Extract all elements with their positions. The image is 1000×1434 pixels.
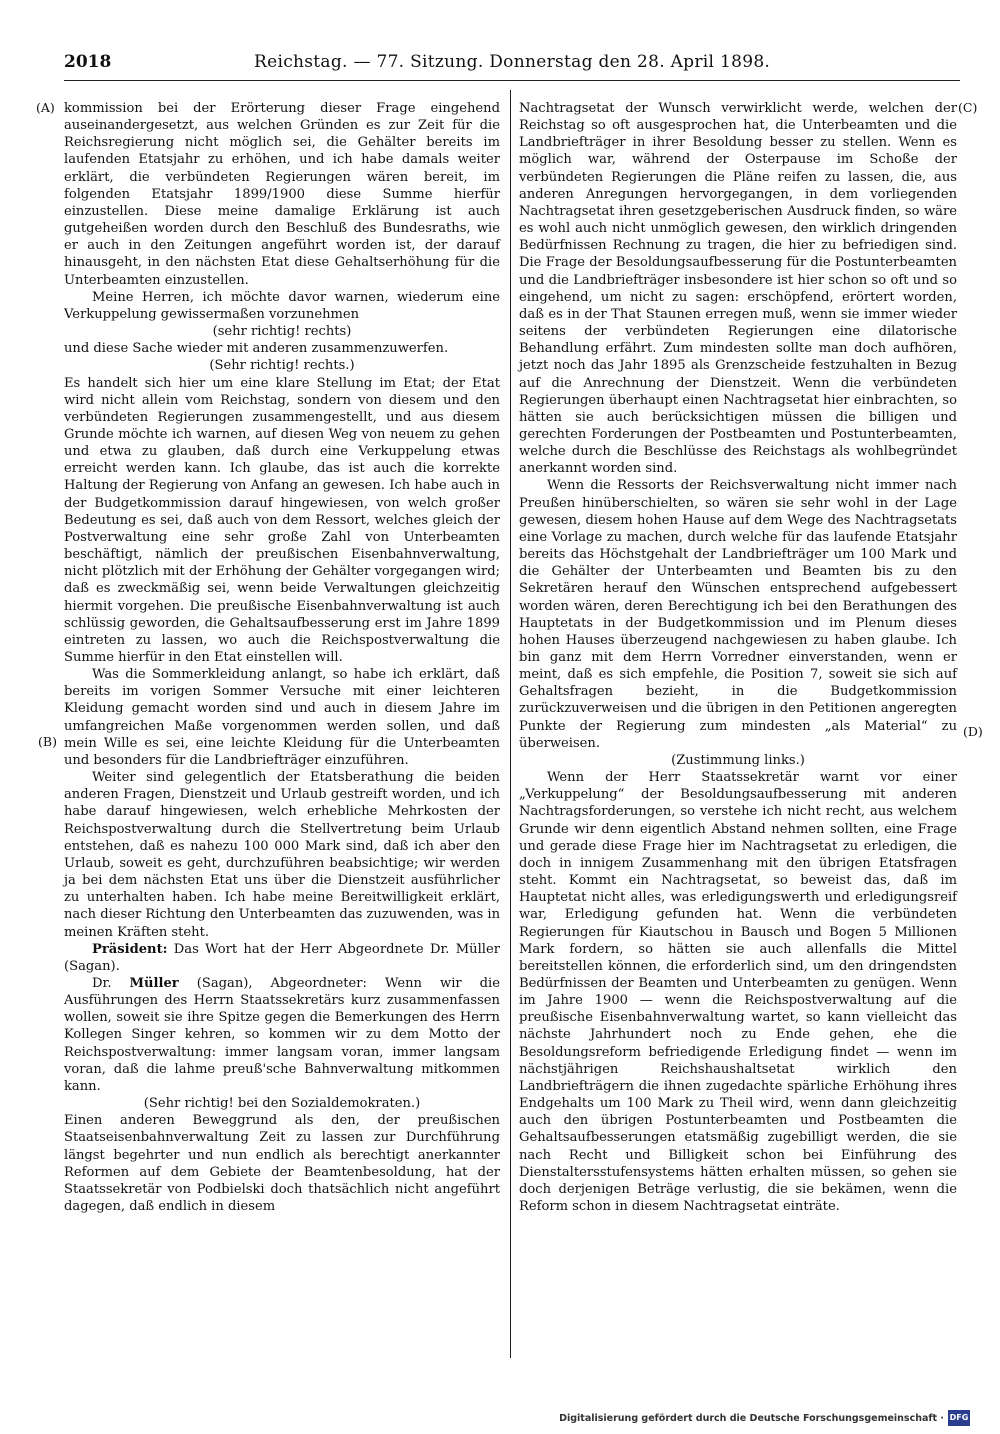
paragraph [64, 357, 500, 374]
paragraph-text: und diese Sache wieder mit anderen zusammenzuwerfen. [64, 341, 449, 357]
paragraph [64, 323, 500, 340]
paragraph-text: (sehr richtig! rechts) [212, 324, 352, 340]
paragraph [64, 289, 500, 323]
margin-marker-d: (D) [963, 724, 983, 739]
paragraph [519, 100, 957, 477]
paragraph-text: (Sagan), Abgeordneter: Wenn wir die Ausführungen des Herrn Staatssekretärs kurz zusammenfassen wollen, soweit sie ihre Spitze gegen die Bemerkungen des Herrn Kollegen Singer kehren, so kommen wir zu dem Motto der Reichspostverwaltung: immer langsam voran, immer langsam voran, daß die lahme preuß'sche Bahnverwaltung mitkommen kann. [64, 975, 500, 1094]
page-title: Reichstag. — 77. Sitzung. Donnerstag den 28. April 1898. [254, 52, 771, 72]
right-column [519, 100, 957, 1215]
paragraph [64, 100, 500, 289]
paragraph-text: (Sehr richtig! bei den Sozialdemokraten.) [143, 1096, 421, 1112]
dfg-logo: DFG [948, 1410, 970, 1426]
paragraph [64, 941, 500, 975]
paragraph [64, 375, 500, 667]
footer-credit: Digitalisierung gefördert durch die Deutsche Forschungsgemeinschaft · [559, 1413, 944, 1424]
header-rule [64, 80, 960, 81]
paragraph-text: Wenn die Ressorts der Reichsverwaltung nicht immer nach Preußen hinüberschielten, so wären sie sehr wohl in der Lage gewesen, diesem hohen Hause auf dem Wege des Nachtragsetats eine Vorlage zu machen, durch welche für das laufende Etatsjahr bereits das Höchstgehalt der Landbriefträger um 100 Mark und die Gehälter der Unterbeamten und Beamten bis zu den Sekretären herauf den Wünschen entsprechend aufgebessert worden wären, deren Berechtigung ich bei den Berathungen des Hauptetats in der Budgetkommission und im Plenum dieses hohen Hauses überzeugend nachgewiesen zu haben glaube. Ich bin ganz mit dem Herrn Vorredner einverstanden, wenn er meint, daß es sich empfehle, die Position 7, soweit sie sich auf Gehaltsfragen bezieht, in die Budgetkommission zurückzuverweisen und die übrigen in den Petitionen angeregten Punkte der Regierung zum mindesten „als Material“ zu überweisen. [519, 478, 957, 751]
paragraph-text: Das Wort hat der Herr Abgeordnete Dr. Müller (Sagan). [64, 941, 500, 974]
margin-marker-b: (B) [38, 734, 57, 749]
running-header [64, 52, 960, 78]
paragraph-text: Es handelt sich hier um eine klare Stellung im Etat; der Etat wird nicht allein vom Reichstag, sondern von diesem und den verbündeten Regierungen zusammengestellt, und aus diesem Grunde möchte ich warnen, auf diesen Weg von neuem zu gehen und etwa zu glauben, daß durch eine Verkuppelung etwas erreicht werden kann. Ich glaube, das ist auch die korrekte Haltung der Regierung von Anfang an gewesen. Ich habe auch in der Budgetkommission darauf hingewiesen, von welch großer Bedeutung es sei, daß auch von dem Ressort, welches gleich der Postverwaltung eine sehr große Zahl von Unterbeamten beschäftigt, nämlich der preußischen Eisenbahnverwaltung, nicht plötzlich mit der Erhöhung der Gehälter vorgegangen wird; daß es zweckmäßig sei, wenn beide Verwaltungen gleichzeitig hiermit vorgehen. Die preußische Eisenbahnverwaltung ist auch schlüssig geworden, die Gehaltsaufbesserung erst im Jahre 1899 eintreten zu lassen, wo auch die Reichspostverwaltung die Summe hierfür in den Etat einstellen will. [64, 375, 500, 665]
speaker-name: Präsident: [92, 941, 168, 957]
paragraph [519, 752, 957, 769]
footer [559, 1410, 970, 1428]
page-number: 2018 [64, 52, 112, 72]
paragraph [64, 1095, 500, 1112]
margin-marker-a: (A) [36, 100, 55, 115]
paragraph [519, 477, 957, 752]
column-divider [510, 90, 511, 1358]
paragraph-text: Was die Sommerkleidung anlangt, so habe ich erklärt, daß bereits im vorigen Sommer Versuche mit einer leichteren Kleidung gemacht worden sind und auch in diesem Jahre im umfangreichen Maße vorgenommen werden sollen, und daß mein Wille es sei, eine leichte Kleidung für die Unterbeamten und besonders für die Landbriefträger einzuführen. [64, 667, 500, 768]
paragraph-text: Einen anderen Beweggrund als den, der preußischen Staatseisenbahnverwaltung Zeit zu lassen zur Durchführung längst begehrter und nun endlich als berechtigt anerkannter Reformen auf dem Gebiete der Beamtenbesoldung, hat der Staatssekretär von Podbielski doch thatsächlich nicht angeführt dagegen, daß endlich in diesem [64, 1113, 500, 1214]
paragraph-text: Nachtragsetat der Wunsch verwirklicht werde, welchen der Reichstag so oft ausgesprochen hat, die Unterbeamten und die Landbriefträger in ihrer Besoldung besser zu stellen. Wenn es möglich war, während der Osterpause im Schoße der verbündeten Regierungen die Pläne reifen zu lassen, die, aus anderen Anregungen hervorgegangen, in dem vorliegenden Nachtragsetat ihren gesetzgeberischen Ausdruck finden, so wäre es wohl auch nicht unmöglich gewesen, den wirklich dringenden Bedürfnissen Rechnung zu tragen, die hier zu befriedigen sind. Die Frage der Besoldungsaufbesserung für die Postunterbeamten und die Landbriefträger insbesondere ist hier schon so oft und so eingehend, um nicht zu sagen: erschöpfend, erörtert worden, daß es in der That Staunen erregen muß, wenn sie immer wieder seitens der verbündeten Regierungen eine dilatorische Behandlung erfährt. Zum mindesten sollte man doch aufhören, jetzt noch das Jahr 1895 als Grenzscheide festzuhalten in Bezug auf die Anrechnung der Dienstzeit. Wenn die verbündeten Regierungen überhaupt einen Nachtragsetat hier einbrachten, so hätten sie auch berücksichtigen müssen die billigen und gerechten Forderungen der Postbeamten und Postunterbeamten, welche durch die Beschlüsse des Reichstags als wohlbegründet anerkannt worden sind. [519, 101, 957, 477]
margin-marker-c: (C) [958, 100, 978, 115]
left-column [64, 100, 500, 1215]
paragraph-text: Meine Herren, ich möchte davor warnen, wiederum eine Verkuppelung gewissermaßen vorzunehmen [64, 289, 500, 322]
paragraph [64, 769, 500, 941]
speaker-name: Müller [129, 975, 179, 991]
paragraph [64, 1112, 500, 1215]
paragraph-text: (Zustimmung links.) [671, 752, 805, 768]
paragraph [64, 666, 500, 769]
paragraph-text: Wenn der Herr Staatssekretär warnt vor einer „Verkuppelung“ der Besoldungsaufbesserung mit anderen Nachtragsforderungen, so verstehe ich nicht recht, aus welchem Grunde wir denn eigentlich Abstand nehmen sollten, eine Frage und gerade diese Frage hier im Nachtragsetat zu erledigen, die doch in innigem Zusammenhang mit den übrigen Etatsfragen steht. Kommt ein Nachtragsetat, so beweist das, daß im Hauptetat nicht alles, was erledigungswerth und erledigungsreif war, Erledigung gefunden hat. Wenn die verbündeten Regierungen für Kiautschou in Bausch und Bogen 5 Millionen Mark fordern, so hätten sie auch allenfalls die Mittel bereitstellen können, die erforderlich sind, um den dringendsten Bedürfnissen der Beamten und Unterbeamten zu genügen. Wenn im Jahre 1900 — wenn die Reichspostverwaltung auf die preußische Eisenbahnverwaltung wartet, so kann vielleicht das nächste Jahrhundert noch zu Ende gehen, ehe die Besoldungsreform befriedigende Erledigung findet — wenn im nächstjährigen Reichshaushaltsetat wirklich den Landbriefträgern die ihnen zugedachte spärliche Erhöhung ihres Endgehalts um 100 Mark zu Theil wird, wenn dann gleichzeitig auch den übrigen Postunterbeamten und Postbeamten die Gehaltsaufbesserungen etatsmäßig zugebilligt werden, die sie nach Recht und Billigkeit schon bei Einführung des Dienstaltersstufensystems hätten erhalten müssen, so gehen sie doch derjenigen Beträge verlustig, die sie bekämen, wenn die Reform schon in diesem Nachtragsetat einträte. [519, 770, 957, 1214]
paragraph [519, 769, 957, 1215]
paragraph-text: (Sehr richtig! rechts.) [209, 358, 355, 374]
paragraph [64, 340, 500, 357]
paragraph-text: kommission bei der Erörterung dieser Frage eingehend auseinandergesetzt, aus welchen Gründen es zur Zeit für die Reichsregierung nicht möglich sei, die Gehälter bereits im laufenden Etatsjahr zu erhöhen, und ich habe damals weiter erklärt, die verbündeten Regierungen wären bereit, im folgenden Etatsjahr 1899/1900 diese Summe hierfür einzustellen. Diese meine damalige Erklärung ist auch gutgeheißen worden durch den Beschluß des Bundesraths, wie er auch in den Zeitungen angeführt worden ist, der darauf hinausgeht, in den nächsten Etat diese Gehaltserhöhung für die Unterbeamten einzustellen. [64, 101, 500, 288]
paragraph [64, 975, 500, 1095]
paragraph-text: Weiter sind gelegentlich der Etatsberathung die beiden anderen Fragen, Dienstzeit und Urlaub gestreift worden, und ich habe darauf hingewiesen, welch erhebliche Mehrkosten der Reichspostverwaltung durch die Stellvertretung beim Urlaub entstehen, daß es nahezu 100 000 Mark sind, daß ich aber den Urlaub, soweit es geht, durchzuführen beabsichtige; wir werden ja bei dem nächsten Etat uns über die Dienstzeit ausführlicher zu unterhalten haben. Ich habe meine Bereitwilligkeit erklärt, nach dieser Richtung den Unterbeamten das zuzuwenden, was in meinen Kräften steht. [64, 770, 500, 940]
paragraph-prefix: Dr. [92, 975, 130, 991]
